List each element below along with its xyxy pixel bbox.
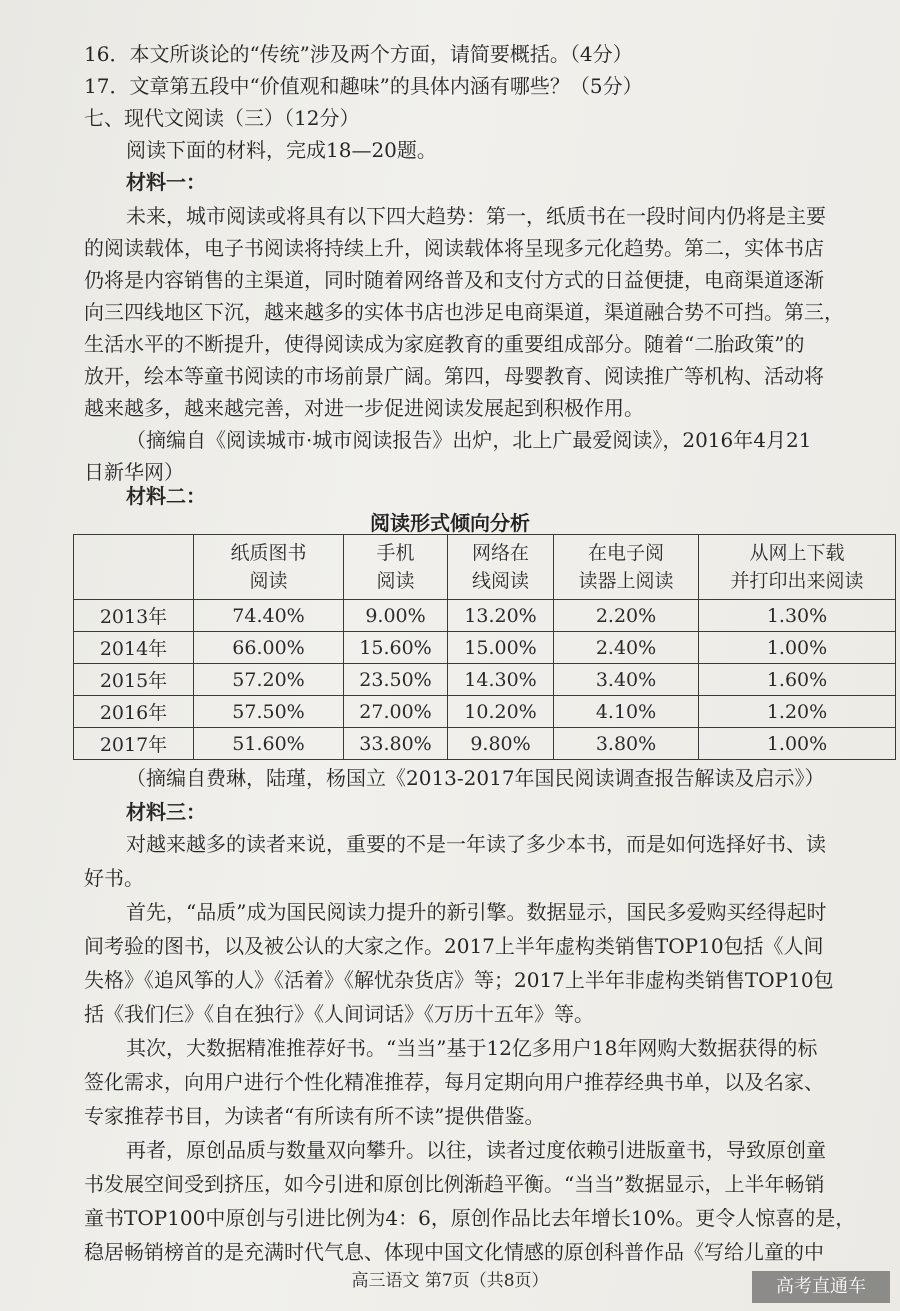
- material2-source: （摘编自费琳，陆瑾，杨国立《2013-2017年国民阅读调查报告解读及启示》）: [126, 766, 825, 790]
- material3-line: 好书。: [84, 866, 144, 890]
- value-cell: 1.30%: [699, 600, 896, 632]
- material1-line: 向三四线地区下沉，越来越多的实体书店也涉足电商渠道，渠道融合势不可挡。第三，: [84, 300, 844, 324]
- material3-line: 签化需求，向用户进行个性化精准推荐，每月定期向用户推荐经典书单，以及名家、: [84, 1070, 824, 1094]
- value-cell: 3.40%: [554, 664, 699, 696]
- value-cell: 4.10%: [554, 696, 699, 728]
- value-cell: 57.20%: [194, 664, 344, 696]
- table-row: [74, 632, 896, 664]
- watermark-badge: 高考直通车: [752, 1271, 890, 1303]
- material1-source: （摘编自《阅读城市·城市阅读报告》出炉，北上广最爱阅读》，2016年4月21: [126, 428, 812, 452]
- table-row: [74, 600, 896, 632]
- header-cell: 手机 阅读: [344, 535, 448, 600]
- value-cell: 23.50%: [344, 664, 448, 696]
- value-cell: 14.30%: [448, 664, 554, 696]
- value-cell: 15.00%: [448, 632, 554, 664]
- reading-form-table: [73, 534, 896, 760]
- value-cell: 1.00%: [699, 632, 896, 664]
- material1-line: 越来越多，越来越完善，对进一步促进阅读发展起到积极作用。: [84, 396, 644, 420]
- value-cell: 15.60%: [344, 632, 448, 664]
- header-cell: 从网上下载 并打印出来阅读: [699, 535, 896, 600]
- section-heading: 七、现代文阅读（三）（12分）: [84, 106, 360, 130]
- value-cell: 2.20%: [554, 600, 699, 632]
- value-cell: 51.60%: [194, 728, 344, 760]
- value-cell: 1.20%: [699, 696, 896, 728]
- material3-line: 括《我们仨》《自在独行》《人间词话》《万历十五年》等。: [84, 1002, 594, 1026]
- material1-source-cont: 日新华网）: [84, 460, 184, 484]
- value-cell: 33.80%: [344, 728, 448, 760]
- value-cell: 13.20%: [448, 600, 554, 632]
- year-cell: 2015年: [74, 664, 194, 696]
- material1-line: 未来，城市阅读或将具有以下四大趋势：第一，纸质书在一段时间内仍将是主要: [126, 204, 826, 228]
- header-cell: 纸质图书 阅读: [194, 535, 344, 600]
- question-17: 17．文章第五段中“价值观和趣味”的具体内涵有哪些？（5分）: [84, 74, 643, 98]
- year-cell: 2013年: [74, 600, 194, 632]
- material3-line: 其次，大数据精准推荐好书。“当当”基于12亿多用户18年网购大数据获得的标: [126, 1036, 818, 1060]
- value-cell: 1.00%: [699, 728, 896, 760]
- value-cell: 2.40%: [554, 632, 699, 664]
- material3-line: 再者，原创品质与数量双向攀升。以往，读者过度依赖引进版童书，导致原创童: [126, 1138, 826, 1162]
- value-cell: 9.00%: [344, 600, 448, 632]
- table-header-row: [74, 535, 896, 600]
- question-16: 16．本文所谈论的“传统”涉及两个方面，请简要概括。（4分）: [84, 42, 633, 66]
- value-cell: 3.80%: [554, 728, 699, 760]
- material3-line: 失格》《追风筝的人》《活着》《解忧杂货店》等；2017上半年非虚构类销售TOP10包: [84, 968, 834, 992]
- value-cell: 1.60%: [699, 664, 896, 696]
- material3-line: 童书TOP100中原创与引进比例为4：6，原创作品比去年增长10%。更令人惊喜的是，: [84, 1206, 856, 1230]
- value-cell: 57.50%: [194, 696, 344, 728]
- year-cell: 2014年: [74, 632, 194, 664]
- material1-line: 仍将是内容销售的主渠道，同时随着网络普及和支付方式的日益便捷，电商渠道逐渐: [84, 268, 824, 292]
- table-title: 阅读形式倾向分析: [370, 511, 530, 535]
- table-row: [74, 696, 896, 728]
- value-cell: 10.20%: [448, 696, 554, 728]
- material3-line: 稳居畅销榜首的是充满时代气息、体现中国文化情感的原创科普作品《写给儿童的中: [84, 1240, 824, 1264]
- page-footer: 高三语文 第7页（共8页）: [351, 1271, 549, 1291]
- material3-label: 材料三：: [126, 800, 206, 824]
- value-cell: 27.00%: [344, 696, 448, 728]
- material1-line: 放开，绘本等童书阅读的市场前景广阔。第四，母婴教育、阅读推广等机构、活动将: [84, 364, 824, 388]
- material3-line: 对越来越多的读者来说，重要的不是一年读了多少本书，而是如何选择好书、读: [126, 832, 826, 856]
- section-instruction: 阅读下面的材料，完成18—20题。: [126, 138, 437, 162]
- table-row: [74, 664, 896, 696]
- value-cell: 9.80%: [448, 728, 554, 760]
- year-cell: 2016年: [74, 696, 194, 728]
- header-cell: 网络在 线阅读: [448, 535, 554, 600]
- value-cell: 74.40%: [194, 600, 344, 632]
- year-cell: 2017年: [74, 728, 194, 760]
- value-cell: 66.00%: [194, 632, 344, 664]
- header-cell: [74, 535, 194, 600]
- table-row: [74, 728, 896, 760]
- material3-line: 间考验的图书，以及被公认的大家之作。2017上半年虚构类销售TOP10包括《人间: [84, 934, 824, 958]
- material3-line: 书发展空间受到挤压，如今引进和原创比例渐趋平衡。“当当”数据显示，上半年畅销: [84, 1172, 825, 1196]
- material1-line: 生活水平的不断提升，使得阅读成为家庭教育的重要组成部分。随着“二胎政策”的: [84, 332, 805, 356]
- material3-line: 专家推荐书目，为读者“有所读有所不读”提供借鉴。: [84, 1104, 545, 1128]
- material2-label: 材料二：: [126, 484, 206, 508]
- material1-line: 的阅读载体，电子书阅读将持续上升，阅读载体将呈现多元化趋势。第二，实体书店: [84, 236, 824, 260]
- header-cell: 在电子阅 读器上阅读: [554, 535, 699, 600]
- material1-label: 材料一：: [126, 170, 206, 194]
- material3-line: 首先，“品质”成为国民阅读力提升的新引擎。数据显示，国民多爱购买经得起时: [126, 900, 827, 924]
